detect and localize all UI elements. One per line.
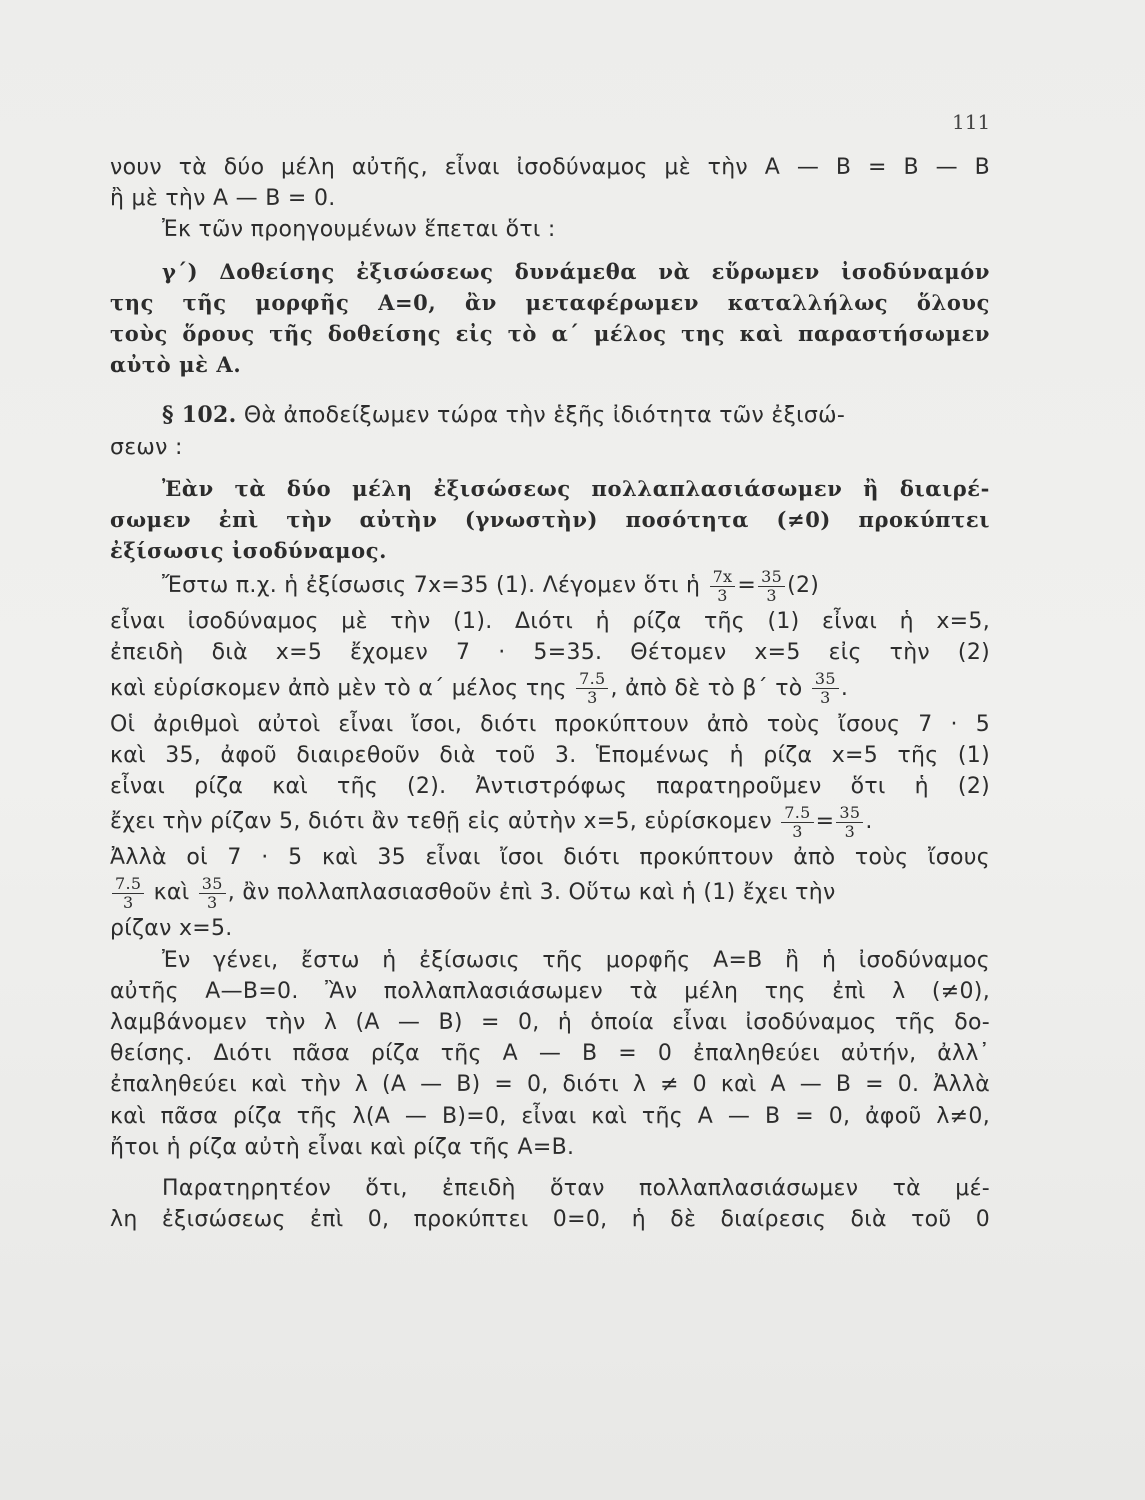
fraction-35-over-3 <box>836 804 863 841</box>
fraction-35-over-3 <box>758 568 785 605</box>
text-line: σεων : <box>110 434 183 460</box>
text-line: νουν τὰ δύο μέλη αὐτῆς, εἶναι ἰσοδύναμος μὲ τὴν Α — Β = Β — Β <box>110 155 990 180</box>
text-span: (2) <box>787 573 820 599</box>
fraction-7dot5-over-3 <box>576 670 608 707</box>
text-span: Ἔστω π.χ. ἡ ἐξίσωσις 7x=35 (1). Λέγομεν ὅτι ἡ <box>162 573 701 599</box>
rule-line: τοὺς ὅρους τῆς δοθείσης εἰς τὸ α΄ μέλος της καὶ παραστήσωμεν <box>110 320 990 346</box>
text-line: λη ἐξισώσεως ἐπὶ 0, προκύπτει 0=0, ἡ δὲ διαίρεσις διὰ τοῦ 0 <box>110 1207 990 1233</box>
text-line: Οἱ ἀριθμοὶ αὐτοὶ εἶναι ἴσοι, διότι προκύπτουν ἀπὸ τοὺς ἴσους 7 · 5 <box>110 711 990 737</box>
text-span: . <box>865 809 873 835</box>
fraction-denominator: 3 <box>122 892 134 912</box>
text-line: εἶναι ρίζα καὶ τῆς (2). Ἀντιστρόφως παρατηροῦμεν ὅτι ἡ (2) <box>110 774 990 799</box>
text-line: λαμβάνομεν τὴν λ (Α — Β) = 0, ἡ ὁποία εἶναι ἰσοδύναμος τῆς δο- <box>110 1009 990 1035</box>
text-span: = <box>737 573 757 599</box>
fraction-numerator: 35 <box>812 670 839 689</box>
section-text: Θὰ ἀποδείξωμεν τώρα τὴν ἑξῆς ἰδιότητα τῶν ἐξισώ- <box>243 403 846 429</box>
text-line: καὶ πᾶσα ρίζα τῆς λ(Α — Β)=0, εἶναι καὶ τῆς Α — Β = 0, ἀφοῦ λ≠0, <box>110 1103 990 1129</box>
text-line: Ἐκ τῶν προηγουμένων ἕπεται ὅτι : <box>162 217 556 243</box>
text-line: ἐπειδὴ διὰ x=5 ἔχομεν 7 · 5=35. Θέτομεν x=5 εἰς τὴν (2) <box>110 640 990 666</box>
fraction-numerator: 7x <box>710 568 736 587</box>
section-label: § 102. <box>162 402 237 429</box>
text-line: ἐπαληθεύει καὶ τὴν λ (Α — Β) = 0, διότι λ ≠ 0 καὶ Α — Β = 0. Ἀλλὰ <box>110 1072 990 1098</box>
fraction-35-over-3 <box>199 875 226 912</box>
text-line: θείσης. Διότι πᾶσα ρίζα τῆς Α — Β = 0 ἐπαληθεύει αὐτήν, ἀλλ᾽ <box>110 1041 990 1067</box>
text-line: Ἀλλὰ οἱ 7 · 5 καὶ 35 εἶναι ἴσοι διότι προκύπτουν ἀπὸ τοὺς ἴσους <box>110 845 990 871</box>
page-body <box>110 152 990 1235</box>
text-line: Παρατηρητέον ὅτι, ἐπειδὴ ὅταν πολλαπλασιάσωμεν τὰ μέ- <box>162 1175 990 1201</box>
text-span: , ἀπὸ δὲ τὸ β΄ τὸ <box>610 675 803 701</box>
example-line <box>110 802 990 842</box>
text-line: ἢ μὲ τὴν Α — Β = 0. <box>110 186 336 212</box>
example-line <box>110 669 990 709</box>
section-heading-line <box>110 400 990 431</box>
rule-line: γ΄) Δοθείσης ἐξισώσεως δυνάμεθα νὰ εὕρωμεν ἰσοδύναμόν <box>162 258 990 284</box>
fraction-denominator: 3 <box>766 585 777 605</box>
theorem-line: σωμεν ἐπὶ τὴν αὐτὴν (γνωστὴν) ποσότητα (≠0) προκύπτει <box>110 506 990 532</box>
text-span: = <box>815 809 835 835</box>
rule-line: αὐτὸ μὲ Α. <box>110 352 242 378</box>
text-span: καὶ <box>153 880 190 906</box>
theorem-line: ἐξίσωσις ἰσοδύναμος. <box>110 538 388 564</box>
text-span: καὶ εὑρίσκομεν ἀπὸ μὲν τὸ α΄ μέλος της <box>110 675 567 701</box>
theorem-line: Ἐὰν τὰ δύο μέλη ἐξισώσεως πολλαπλασιάσωμεν ἢ διαιρέ- <box>162 475 990 501</box>
fraction-denominator: 3 <box>844 821 856 841</box>
fraction-denominator: 3 <box>820 688 831 708</box>
example-line <box>110 873 990 913</box>
text-line: καὶ 35, ἀφοῦ διαιρεθοῦν διὰ τοῦ 3. Ἑπομένως ἡ ρίζα x=5 τῆς (1) <box>110 742 990 768</box>
text-span: . <box>840 675 849 701</box>
text-line: ρίζαν x=5. <box>110 916 233 942</box>
text-span: ἔχει τὴν ρίζαν 5, διότι ἂν τεθῇ εἰς αὐτὴν x=5, εὑρίσκομεν <box>110 809 772 835</box>
fraction-7x-over-3 <box>710 568 736 605</box>
text-line: εἶναι ἰσοδύναμος μὲ τὴν (1). Διότι ἡ ρίζα τῆς (1) εἶναι ἡ x=5, <box>110 609 990 635</box>
fraction-denominator: 3 <box>717 585 728 605</box>
fraction-numerator: 7.5 <box>112 875 144 894</box>
fraction-numerator: 7.5 <box>576 670 608 689</box>
fraction-denominator: 3 <box>587 688 598 708</box>
fraction-numerator: 35 <box>199 875 226 894</box>
fraction-35-over-3 <box>812 670 839 707</box>
text-span: , ἂν πολλαπλασιασθοῦν ἐπὶ 3. Οὕτω καὶ ἡ (1) ἔχει τὴν <box>227 880 836 906</box>
text-line: αὐτῆς Α—Β=0. Ἂν πολλαπλασιάσωμεν τὰ μέλη της ἐπὶ λ (≠0), <box>110 978 990 1004</box>
text-line: ἤτοι ἡ ρίζα αὐτὴ εἶναι καὶ ρίζα τῆς Α=Β. <box>110 1134 575 1160</box>
text-line: Ἐν γένει, ἔστω ἡ ἐξίσωσις τῆς μορφῆς Α=Β ἢ ἡ ἰσοδύναμος <box>162 947 990 973</box>
fraction-denominator: 3 <box>792 821 803 841</box>
fraction-denominator: 3 <box>207 892 218 912</box>
fraction-7dot5-over-3 <box>781 804 813 841</box>
fraction-7dot5-over-3 <box>112 875 144 912</box>
rule-line: της τῆς μορφῆς Α=0, ἂν μεταφέρωμεν καταλλήλως ὅλους <box>110 289 990 315</box>
example-line <box>110 566 990 606</box>
fraction-numerator: 35 <box>758 568 785 587</box>
fraction-numerator: 35 <box>836 804 863 823</box>
page-number: 111 <box>952 110 991 134</box>
fraction-numerator: 7.5 <box>781 804 813 823</box>
